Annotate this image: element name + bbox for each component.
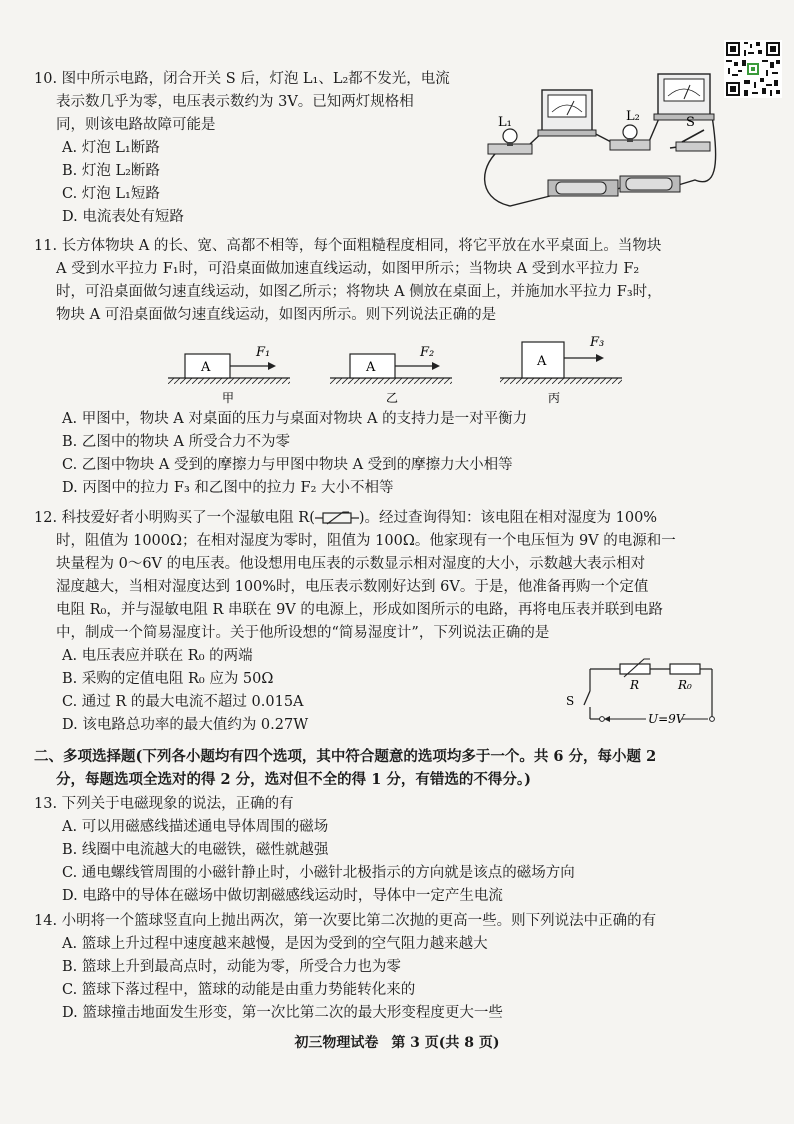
option-d: D. 电流表处有短路 bbox=[62, 209, 184, 225]
voltmeter-icon bbox=[654, 74, 714, 120]
q11-block-figures bbox=[150, 330, 670, 410]
question-10 bbox=[34, 68, 494, 229]
ammeter-icon bbox=[538, 90, 596, 136]
option-a: A. 可以用磁感线描述通电导体周围的磁场 bbox=[62, 819, 329, 835]
fixed-resistor-icon bbox=[670, 664, 700, 674]
question-11-options bbox=[34, 408, 774, 500]
force-label: F₃ bbox=[590, 335, 605, 350]
switch-label: S bbox=[566, 694, 575, 708]
figure-jia bbox=[168, 345, 290, 405]
lamp-l1-icon bbox=[488, 129, 532, 154]
option-c: C. 灯泡 L₁短路 bbox=[62, 186, 160, 202]
option-b: B. 采购的定值电阻 R₀ 应为 50Ω bbox=[62, 671, 274, 687]
q10-circuit-figure bbox=[470, 68, 720, 218]
page-footer bbox=[0, 1032, 794, 1052]
option-a: A. 篮球上升过程中速度越来越慢，是因为受到的空气阻力越来越大 bbox=[62, 936, 488, 952]
resistor-r-label: R bbox=[630, 678, 640, 692]
switch-label: S bbox=[686, 115, 695, 130]
question-12-stem-line: 湿度越大，当相对湿度达到 100%时，电压表示数刚好达到 6V。于是，他准备再购一个定值 bbox=[56, 579, 649, 595]
question-12-stem-line: 块量程为 0～6V 的电压表。他设想用电压表的示数显示相对湿度的大小，示数越大表示相对 bbox=[56, 556, 646, 572]
section-2-line: 分，每题选项全选对的得 2 分，选对但不全的得 1 分，有错选的不得分。) bbox=[56, 771, 531, 788]
block-label: A bbox=[537, 354, 547, 369]
option-a: A. 甲图中，物块 A 对桌面的压力与桌面对物块 A 的支持力是一对平衡力 bbox=[62, 411, 528, 427]
option-b: B. 乙图中的物块 A 所受合力不为零 bbox=[62, 434, 291, 450]
section-2-header bbox=[34, 745, 784, 791]
humidity-resistor-symbol-icon bbox=[315, 510, 359, 526]
question-11-stem-line: 11. 长方体物块 A 的长、宽、高都不相等，每个面粗糙程度相同，将它平放在水平桌面上。当物块 bbox=[34, 238, 662, 254]
figure-bing bbox=[500, 335, 622, 405]
figure-caption: 甲 bbox=[222, 391, 235, 405]
figure-caption: 乙 bbox=[386, 391, 399, 405]
question-12-stem-line bbox=[34, 507, 774, 530]
force-label: F₁ bbox=[256, 345, 271, 360]
lamp-l2-icon bbox=[610, 125, 650, 150]
question-12-stem-line: 电阻 R₀，并与湿敏电阻 R 串联在 9V 的电源上，形成如图所示的电路，再将电压表并联到电路 bbox=[56, 602, 663, 618]
question-13-stem: 13. 下列关于电磁现象的说法，正确的有 bbox=[34, 796, 294, 812]
question-11-stem-line: 时，可沿桌面做匀速直线运动，如图乙所示；将物块 A 侧放在桌面上，并施加水平拉力 F₃时， bbox=[56, 284, 662, 300]
section-2-line: 二、多项选择题(下列各小题均有四个选项，其中符合题意的选项均多于一个。共 6 分，每小题 2 bbox=[34, 748, 657, 765]
option-d: D. 该电路总功率的最大值约为 0.27W bbox=[62, 717, 309, 733]
question-11-stem-line: A 受到水平拉力 F₁时，可沿桌面做加速直线运动，如图甲所示；当物块 A 受到水平拉力 F₂ bbox=[56, 261, 640, 277]
option-c: C. 篮球下落过程中，篮球的动能是由重力势能转化来的 bbox=[62, 982, 416, 998]
option-d: D. 电路中的导体在磁场中做切割磁感线运动时，导体中一定产生电流 bbox=[62, 888, 503, 904]
option-c: C. 乙图中物块 A 受到的摩擦力与甲图中物块 A 受到的摩擦力大小相等 bbox=[62, 457, 513, 473]
option-d: D. 丙图中的拉力 F₃ 和乙图中的拉力 F₂ 大小不相等 bbox=[62, 480, 394, 496]
question-11 bbox=[34, 235, 774, 327]
humidity-resistor-icon bbox=[620, 664, 650, 674]
question-12-stem-line: 时，阻值为 1000Ω；在相对湿度为零时，阻值为 100Ω。他家现有一个电压恒为 9V 的电源和一 bbox=[56, 533, 676, 549]
question-12-stem-line: 中，制成一个简易湿度计。关于他所设想的“简易湿度计”，下列说法正确的是 bbox=[56, 625, 550, 641]
option-b: B. 线圈中电流越大的电磁铁，磁性就越强 bbox=[62, 842, 329, 858]
block-label: A bbox=[201, 360, 211, 375]
question-10-stem-line: 10. 图中所示电路，闭合开关 S 后，灯泡 L₁、L₂都不发光，电流 bbox=[34, 71, 450, 87]
question-10-stem-line: 同，则该电路故障可能是 bbox=[56, 117, 216, 133]
figure-yi bbox=[330, 345, 452, 405]
block-label: A bbox=[366, 360, 376, 375]
question-11-stem-line: 物块 A 可沿桌面做匀速直线运动，如图丙所示。则下列说法正确的是 bbox=[56, 307, 497, 323]
option-c: C. 通过 R 的最大电流不超过 0.015A bbox=[62, 694, 304, 710]
option-a: A. 灯泡 L₁断路 bbox=[62, 140, 160, 156]
question-12-stem-pre: 12. 科技爱好者小明购买了一个湿敏电阻 R( bbox=[34, 510, 315, 526]
option-c: C. 通电螺线管周围的小磁针静止时，小磁针北极指示的方向就是该点的磁场方向 bbox=[62, 865, 575, 881]
resistor-r0-label: R₀ bbox=[678, 678, 692, 692]
q12-circuit-figure bbox=[560, 655, 730, 735]
force-label: F₂ bbox=[420, 345, 435, 360]
question-13 bbox=[34, 793, 774, 908]
option-d: D. 篮球撞击地面发生形变，第一次比第二次的最大形变程度更大一些 bbox=[62, 1005, 503, 1021]
footer-page-number: 第 3 页(共 8 页) bbox=[391, 1035, 500, 1051]
figure-caption: 丙 bbox=[548, 391, 561, 405]
footer-subject: 初三物理试卷 bbox=[294, 1035, 379, 1051]
option-a: A. 电压表应并联在 R₀ 的两端 bbox=[62, 648, 253, 664]
battery-icon bbox=[548, 176, 680, 196]
question-14 bbox=[34, 910, 774, 1025]
option-b: B. 篮球上升到最高点时，动能为零，所受合力也为零 bbox=[62, 959, 401, 975]
lamp-l1-label: L₁ bbox=[498, 115, 512, 130]
question-14-stem: 14. 小明将一个篮球竖直向上抛出两次，第一次要比第二次抛的更高一些。则下列说法中正确的有 bbox=[34, 913, 657, 929]
option-b: B. 灯泡 L₂断路 bbox=[62, 163, 160, 179]
question-10-stem-line: 表示数几乎为零，电压表示数约为 3V。已知两灯规格相 bbox=[56, 94, 414, 110]
switch-icon bbox=[584, 691, 590, 705]
switch-icon bbox=[676, 130, 710, 151]
voltage-label: U=9V bbox=[648, 712, 685, 726]
lamp-l2-label: L₂ bbox=[626, 109, 640, 124]
question-12-stem-post: )。经过查询得知：该电阻在相对湿度为 100% bbox=[358, 510, 658, 526]
qr-code-icon bbox=[724, 40, 782, 98]
